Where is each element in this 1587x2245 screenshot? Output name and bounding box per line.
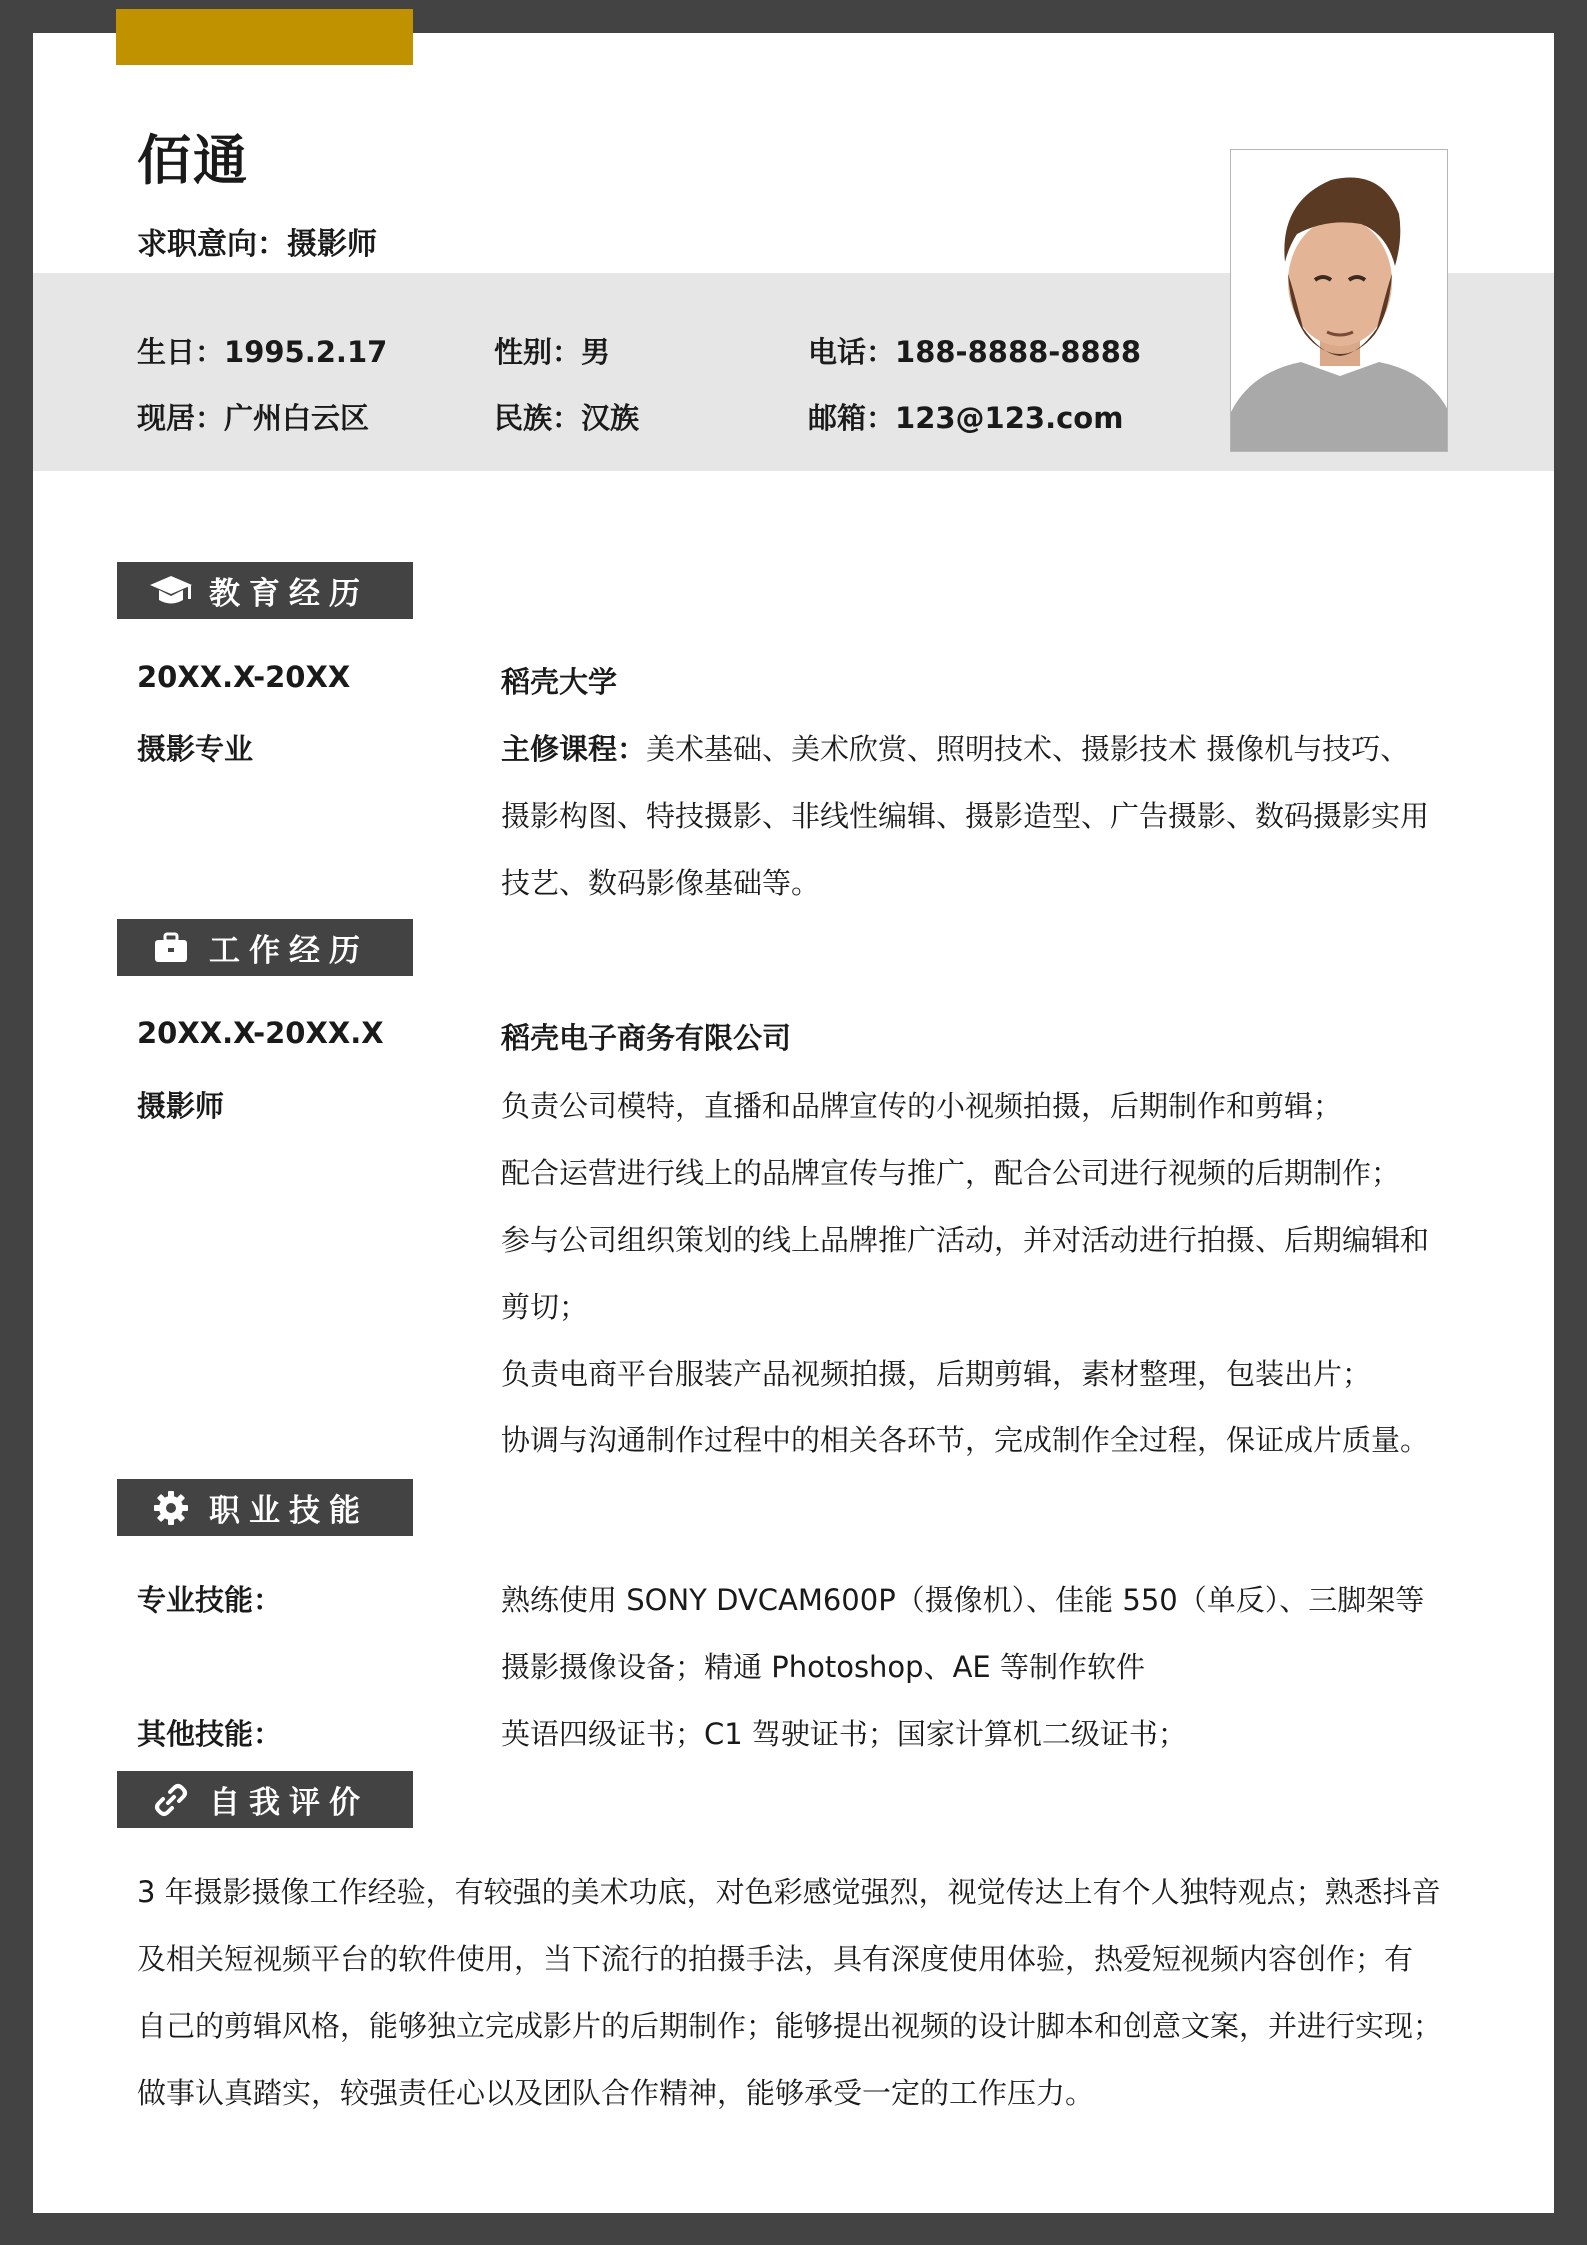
work-role: 摄影师: [137, 1089, 225, 1123]
education-courses: 主修课程：美术基础、美术欣赏、照明技术、摄影技术 摄像机与技巧、: [501, 732, 1410, 766]
work-duty: 配合运营进行线上的品牌宣传与推广，配合公司进行视频的后期制作；: [501, 1156, 1401, 1190]
other-skills-label: 其他技能：: [137, 1717, 283, 1751]
work-company: 稻壳电子商务有限公司: [501, 1021, 792, 1055]
work-duty: 剪切；: [501, 1290, 589, 1324]
link-icon: [141, 1782, 201, 1818]
self-eval-line: 自己的剪辑风格，能够独立完成影片的后期制作；能够提出视频的设计脚本和创意文案，并进行实现；: [137, 2009, 1443, 2043]
work-title: 工作经历: [209, 933, 369, 969]
education-period: 20XX.X-20XX: [137, 660, 351, 694]
work-duty: 参与公司组织策划的线上品牌推广活动，并对活动进行拍摄、后期编辑和: [501, 1223, 1430, 1257]
work-period: 20XX.X-20XX.X: [137, 1016, 384, 1050]
section-header-work: [117, 919, 413, 976]
education-title: 教育经历: [209, 576, 369, 612]
briefcase-icon: [141, 932, 201, 964]
education-major: 摄影专业: [137, 732, 254, 766]
section-header-skills: [117, 1479, 413, 1536]
education-courses-line3: 技艺、数码影像基础等。: [501, 866, 821, 900]
work-duty: 协调与沟通制作过程中的相关各环节，完成制作全过程，保证成片质量。: [501, 1423, 1430, 1457]
self-eval-line: 及相关短视频平台的软件使用，当下流行的拍摄手法，具有深度使用体验，热爱短视频内容创作；有: [137, 1942, 1414, 1976]
self-eval-title: 自我评价: [209, 1785, 369, 1821]
gender: 性别：男: [494, 335, 611, 369]
profile-photo: [1230, 149, 1448, 452]
candidate-name: 佰通: [137, 129, 249, 192]
ethnicity: 民族：汉族: [494, 401, 640, 435]
graduation-cap-icon: [141, 573, 201, 609]
work-duty: 负责电商平台服装产品视频拍摄，后期剪辑，素材整理，包装出片；: [501, 1357, 1372, 1391]
birthday: 生日：1995.2.17: [137, 335, 388, 369]
gear-icon: [141, 1490, 201, 1526]
job-intent: [137, 219, 377, 263]
work-duty: 负责公司模特，直播和品牌宣传的小视频拍摄，后期制作和剪辑；: [501, 1089, 1343, 1123]
education-school: 稻壳大学: [501, 665, 618, 699]
other-skills-value: 英语四级证书；C1 驾驶证书；国家计算机二级证书；: [501, 1717, 1187, 1751]
skills-title: 职业技能: [209, 1493, 369, 1529]
section-header-education: [117, 562, 413, 619]
education-courses-line2: 摄影构图、特技摄影、非线性编辑、摄影造型、广告摄影、数码摄影实用: [501, 799, 1430, 833]
self-eval-line: 3 年摄影摄像工作经验，有较强的美术功底，对色彩感觉强烈，视觉传达上有个人独特观点；熟悉抖音: [137, 1875, 1441, 1909]
job-intent-label: 求职意向：: [137, 227, 287, 262]
courses-label: 主修课程：: [501, 732, 647, 766]
pro-skills-label: 专业技能：: [137, 1583, 283, 1617]
pro-skills-line1: 熟练使用 SONY DVCAM600P（摄像机）、佳能 550（单反）、三脚架等: [501, 1583, 1425, 1617]
section-header-self-eval: [117, 1771, 413, 1828]
job-intent-value: 摄影师: [287, 227, 377, 262]
accent-bar: [116, 9, 413, 65]
location: 现居：广州白云区: [137, 401, 370, 435]
email: 邮箱：123@123.com: [808, 401, 1124, 435]
pro-skills-line2: 摄影摄像设备；精通 Photoshop、AE 等制作软件: [501, 1650, 1145, 1684]
phone: 电话：188-8888-8888: [808, 335, 1142, 369]
self-eval-line: 做事认真踏实，较强责任心以及团队合作精神，能够承受一定的工作压力。: [137, 2076, 1095, 2110]
